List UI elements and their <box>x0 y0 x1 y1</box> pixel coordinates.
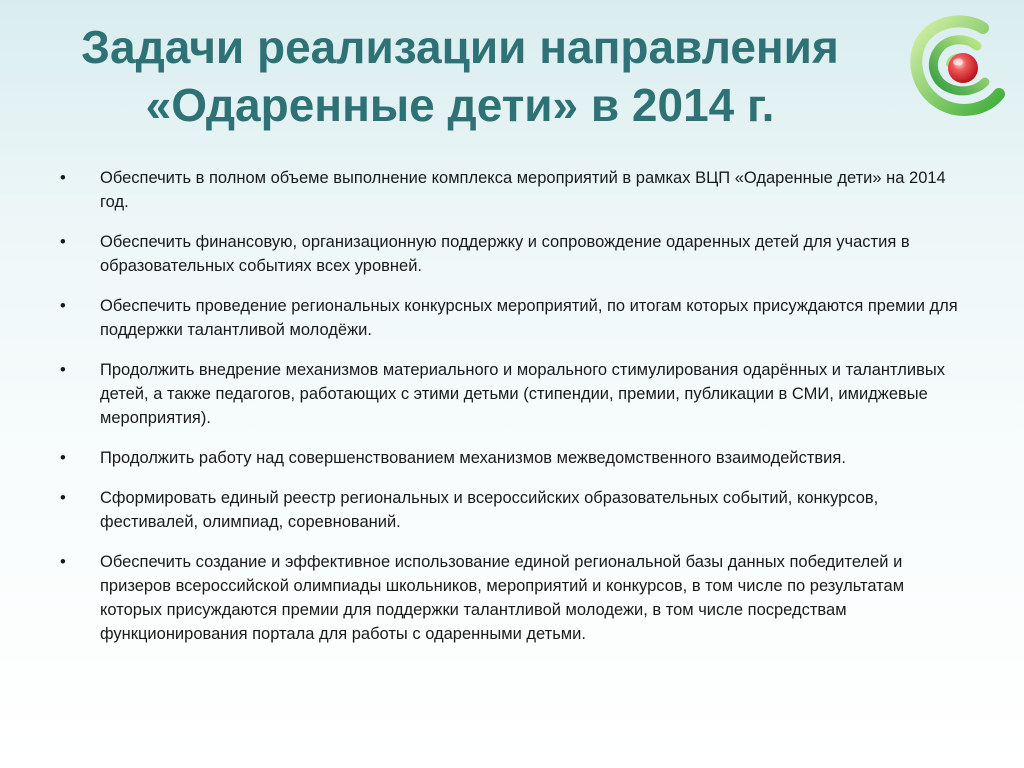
list-item <box>58 230 968 278</box>
list-item-text: Обеспечить проведение региональных конкурсных мероприятий, по итогам которых присуждаются премии для поддержки талантливой молодёжи. <box>100 297 958 339</box>
list-item <box>58 446 968 470</box>
bullet-icon: • <box>60 361 66 379</box>
list-item <box>58 550 968 646</box>
bullet-icon: • <box>60 169 66 187</box>
bullet-icon: • <box>60 297 66 315</box>
task-list <box>58 166 968 662</box>
logo <box>905 12 1005 122</box>
slide-title <box>20 18 900 134</box>
list-item-text: Продолжить внедрение механизмов материального и морального стимулирования одарённых и талантливых детей, а также педагогов, работающих с этими детьми (стипендии, премии, публикации в СМИ, имиджевые мероприятия). <box>100 361 945 427</box>
list-item-text: Сформировать единый реестр региональных и всероссийских образовательных событий, конкурсов, фестивалей, олимпиад, соревнований. <box>100 489 879 531</box>
list-item <box>58 358 968 430</box>
list-item <box>58 166 968 214</box>
list-item-text: Обеспечить финансовую, организационную поддержку и сопровождение одаренных детей для участия в образовательных событиях всех уровней. <box>100 233 910 275</box>
slide-title-line-1: Задачи реализации направления <box>81 21 839 73</box>
bullet-icon: • <box>60 553 66 571</box>
logo-emblem-icon <box>905 12 1005 122</box>
list-item-text: Продолжить работу над совершенствованием механизмов межведомственного взаимодействия. <box>100 449 846 467</box>
list-item-text: Обеспечить в полном объеме выполнение комплекса мероприятий в рамках ВЦП «Одаренные дети» на 2014 год. <box>100 169 946 211</box>
bullet-icon: • <box>60 489 66 507</box>
slide-title-line-2: «Одаренные дети» в 2014 г. <box>145 79 775 131</box>
list-item <box>58 294 968 342</box>
list-item-text: Обеспечить создание и эффективное использование единой региональной базы данных победителей и призеров всероссийской олимпиады школьников, мероприятий и конкурсов, в том числе по результатам которых присуждаются премии для поддержки талантливой молодежи, в том числе посредствам функционирования портала для работы с одаренными детьми. <box>100 553 905 643</box>
bullet-icon: • <box>60 449 66 467</box>
bullet-icon: • <box>60 233 66 251</box>
list-item <box>58 486 968 534</box>
